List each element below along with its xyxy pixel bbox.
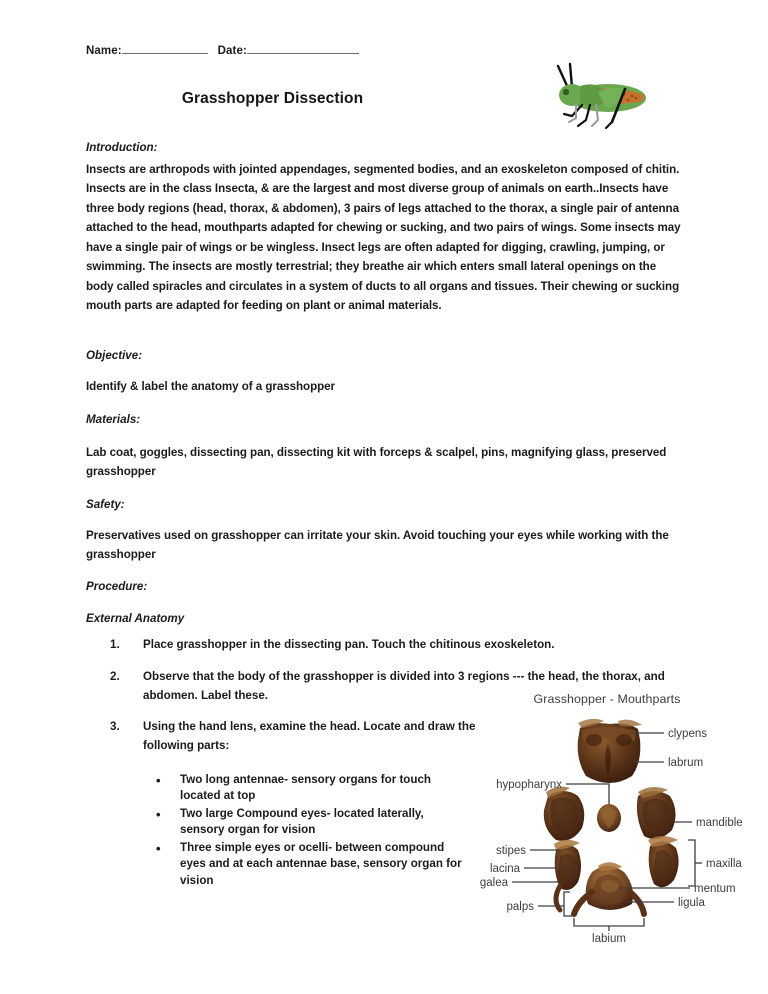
list-item xyxy=(110,718,498,756)
objective-heading-block xyxy=(86,348,682,364)
label-maxilla: maxilla xyxy=(706,858,742,870)
step-number: 3. xyxy=(110,720,120,734)
safety-heading: Safety: xyxy=(86,498,125,511)
materials-heading-block xyxy=(86,412,682,428)
bullet-icon: • xyxy=(156,806,161,822)
label-mandible: mandible xyxy=(696,817,743,829)
label-labium: labium xyxy=(592,933,626,942)
grasshopper-illustration xyxy=(546,58,664,132)
introduction-heading-block xyxy=(86,140,682,156)
objective-body-block xyxy=(86,377,682,396)
procedure-heading: Procedure: xyxy=(86,580,148,593)
label-stipes: stipes xyxy=(495,845,526,857)
name-blank-rule[interactable] xyxy=(122,53,208,54)
step-text: Using the hand lens, examine the head. Locate and draw the following parts: xyxy=(143,720,476,753)
step-text: Observe that the body of the grasshopper is divided into 3 regions --- the head, the thorax, and abdomen. Label these. xyxy=(143,669,665,702)
mouthparts-figure xyxy=(452,692,762,942)
bullet-text: Three simple eyes or ocelli- between compound eyes and at each antennae base, sensory organ for vision xyxy=(180,840,462,887)
label-galea: galea xyxy=(479,877,508,889)
bullet-text: Two large Compound eyes- located laterally, sensory organ for vision xyxy=(180,806,424,837)
label-clypens: clypens xyxy=(668,728,707,740)
list-item xyxy=(110,636,663,655)
materials-paragraph: Lab coat, goggles, dissecting pan, dissecting kit with forceps & scalpel, pins, magnifying glass, preserved grasshopper xyxy=(86,446,667,479)
label-lacina: lacina xyxy=(489,863,520,875)
label-palps: palps xyxy=(506,901,534,913)
specimen-hypopharynx xyxy=(597,804,621,832)
label-mentum: mentum xyxy=(694,883,736,895)
name-date-line xyxy=(86,45,359,57)
list-item xyxy=(153,806,463,839)
objective-heading: Objective: xyxy=(86,349,143,362)
step-number: 2. xyxy=(110,669,120,683)
external-anatomy-heading: External Anatomy xyxy=(86,612,185,625)
materials-heading: Materials: xyxy=(86,413,141,426)
figure-title: Grasshopper - Mouthparts xyxy=(533,692,681,706)
introduction-paragraph: Insects are arthropods with jointed appendages, segmented bodies, and an exoskeleton composed of chitin. Insects are in the class Insecta, & are the largest and most diverse group of animals on earth..Insects have three body regions (head, thorax, & abdomen), 3 pairs of legs attached to the thorax, a single pair of antenna attached to the head, mouthparts adapted for chewing or sucking, and two pairs of wings. Some insects may have a single pair of wings or be wingless. Insect legs are often adapted for digging, crawling, jumping, or swimming. The insects are mostly terrestrial; they breathe air which enters small lateral openings on the body called spiracles and circulates in a system of ducts to all organs and tissues. Their chewing or sucking mouth parts are adapted for feeding on plant or animal materials. xyxy=(86,163,681,313)
external-anatomy-heading-block xyxy=(86,611,682,627)
date-label: Date: xyxy=(217,45,247,57)
materials-body-block xyxy=(86,443,682,482)
bullet-icon: • xyxy=(156,840,161,856)
safety-body-block xyxy=(86,526,682,565)
page-title: Grasshopper Dissection xyxy=(181,90,364,107)
label-ligula: ligula xyxy=(678,897,705,909)
objective-paragraph: Identify & label the anatomy of a grasshopper xyxy=(86,380,335,393)
list-item xyxy=(153,840,463,889)
list-item xyxy=(153,772,463,805)
specimen-labrum-clypens xyxy=(578,719,642,783)
safety-heading-block xyxy=(86,497,682,513)
head-parts-bullet-list xyxy=(153,772,463,890)
procedure-heading-block xyxy=(86,579,682,595)
name-label: Name: xyxy=(86,45,122,57)
introduction-heading: Introduction: xyxy=(86,141,158,154)
date-blank-rule[interactable] xyxy=(247,53,359,54)
specimen-maxilla-right xyxy=(648,836,679,887)
bullet-text: Two long antennae- sensory organs for touch located at top xyxy=(180,773,432,803)
bullet-icon: • xyxy=(156,773,161,788)
label-hypopharynx: hypopharynx xyxy=(496,779,562,791)
introduction-body-block xyxy=(86,160,682,316)
safety-paragraph: Preservatives used on grasshopper can irritate your skin. Avoid touching your eyes while working with the grasshopper xyxy=(86,529,669,562)
step-number: 1. xyxy=(110,638,120,651)
step-text: Place grasshopper in the dissecting pan. Touch the chitinous exoskeleton. xyxy=(143,638,555,651)
label-labrum: labrum xyxy=(668,757,704,769)
specimen-mandible-right xyxy=(637,787,676,839)
specimen-mandible-left xyxy=(544,787,585,841)
